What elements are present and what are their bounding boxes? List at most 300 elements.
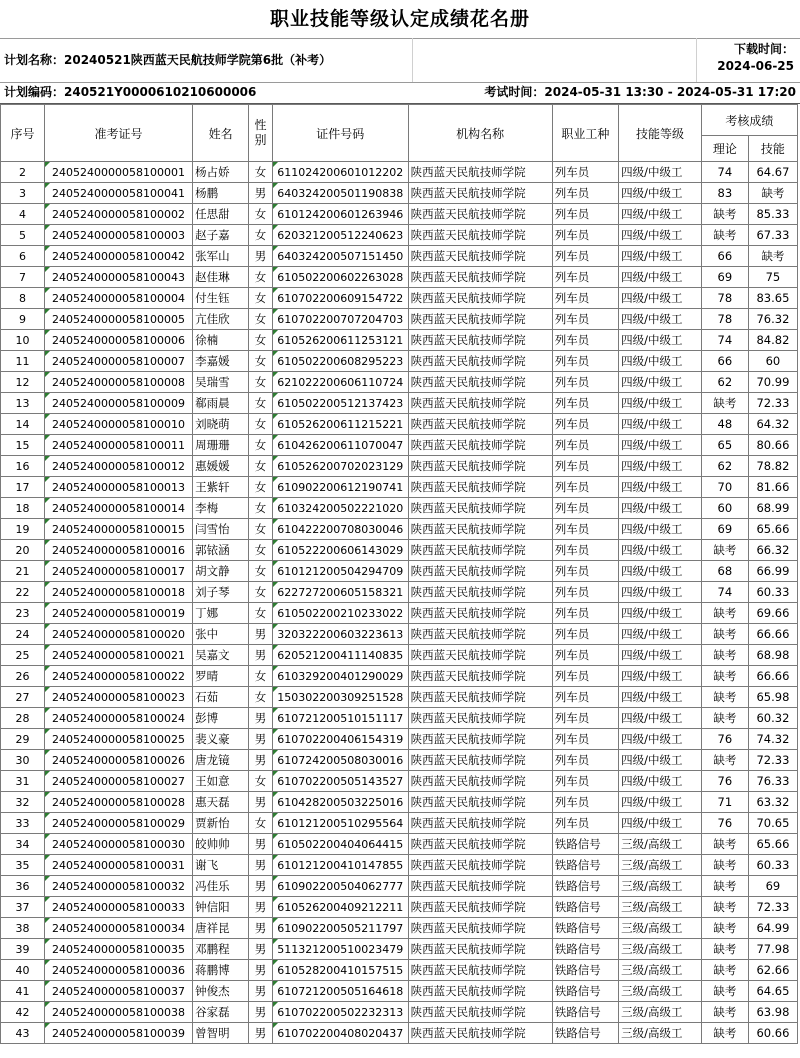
cell-name: 吴嘉文 (193, 645, 249, 666)
cell-id: 320322200603223613 (272, 624, 408, 645)
cell-theory: 缺考 (701, 624, 748, 645)
cell-job: 列车员 (552, 813, 618, 834)
cell-name: 王如意 (193, 771, 249, 792)
cell-gender: 女 (249, 477, 273, 498)
cell-skill: 62.66 (748, 960, 797, 981)
cell-seq: 39 (1, 939, 45, 960)
cell-skill: 缺考 (748, 246, 797, 267)
cell-ticket: 2405240000058100029 (44, 813, 192, 834)
cell-ticket: 2405240000058100020 (44, 624, 192, 645)
cell-org: 陕西蓝天民航技师学院 (408, 414, 552, 435)
cell-theory: 缺考 (701, 645, 748, 666)
cell-job: 列车员 (552, 393, 618, 414)
cell-level: 四级/中级工 (619, 519, 702, 540)
cell-level: 四级/中级工 (619, 561, 702, 582)
cell-ticket: 2405240000058100016 (44, 540, 192, 561)
cell-ticket: 2405240000058100027 (44, 771, 192, 792)
cell-job: 列车员 (552, 645, 618, 666)
cell-level: 三级/高级工 (619, 855, 702, 876)
cell-id: 511321200510023479 (272, 939, 408, 960)
cell-id: 610502200602263028 (272, 267, 408, 288)
cell-level: 四级/中级工 (619, 267, 702, 288)
cell-name: 郗雨晨 (193, 393, 249, 414)
plan-code-row (0, 82, 800, 104)
cell-job: 列车员 (552, 225, 618, 246)
plan-info-row (0, 38, 800, 83)
cell-org: 陕西蓝天民航技师学院 (408, 309, 552, 330)
cell-skill: 85.33 (748, 204, 797, 225)
cell-ticket: 2405240000058100026 (44, 750, 192, 771)
cell-name: 赵佳琳 (193, 267, 249, 288)
header-row (1, 105, 798, 136)
table-row (1, 1002, 798, 1023)
cell-skill: 70.65 (748, 813, 797, 834)
table-row (1, 393, 798, 414)
cell-gender: 男 (249, 1002, 273, 1023)
cell-skill: 60.66 (748, 1023, 797, 1044)
cell-seq: 28 (1, 708, 45, 729)
table-body (1, 162, 798, 1044)
cell-id: 610724200508030016 (272, 750, 408, 771)
cell-id: 610721200510151117 (272, 708, 408, 729)
cell-org: 陕西蓝天民航技师学院 (408, 162, 552, 183)
table-row (1, 246, 798, 267)
cell-seq: 17 (1, 477, 45, 498)
cell-level: 四级/中级工 (619, 708, 702, 729)
score-table (0, 104, 798, 1044)
cell-name: 惠媛媛 (193, 456, 249, 477)
cell-gender: 女 (249, 414, 273, 435)
cell-job: 列车员 (552, 792, 618, 813)
cell-seq: 33 (1, 813, 45, 834)
cell-ticket: 2405240000058100001 (44, 162, 192, 183)
cell-job: 铁路信号 (552, 939, 618, 960)
table-row (1, 708, 798, 729)
cell-job: 铁路信号 (552, 960, 618, 981)
cell-gender: 男 (249, 876, 273, 897)
cell-theory: 缺考 (701, 834, 748, 855)
cell-ticket: 2405240000058100043 (44, 267, 192, 288)
cell-skill: 60.33 (748, 582, 797, 603)
cell-skill: 65.66 (748, 519, 797, 540)
cell-gender: 男 (249, 1023, 273, 1044)
cell-theory: 缺考 (701, 708, 748, 729)
cell-theory: 66 (701, 246, 748, 267)
cell-theory: 缺考 (701, 939, 748, 960)
cell-id: 610502200512137423 (272, 393, 408, 414)
cell-level: 四级/中级工 (619, 225, 702, 246)
cell-name: 冯佳乐 (193, 876, 249, 897)
cell-id: 610526200611253121 (272, 330, 408, 351)
cell-job: 列车员 (552, 309, 618, 330)
cell-seq: 24 (1, 624, 45, 645)
cell-seq: 18 (1, 498, 45, 519)
cell-job: 列车员 (552, 246, 618, 267)
cell-org: 陕西蓝天民航技师学院 (408, 666, 552, 687)
cell-skill: 68.98 (748, 645, 797, 666)
cell-level: 四级/中级工 (619, 393, 702, 414)
cell-org: 陕西蓝天民航技师学院 (408, 477, 552, 498)
cell-skill: 64.65 (748, 981, 797, 1002)
cell-gender: 男 (249, 834, 273, 855)
cell-job: 列车员 (552, 435, 618, 456)
cell-seq: 40 (1, 960, 45, 981)
cell-seq: 15 (1, 435, 45, 456)
cell-level: 四级/中级工 (619, 603, 702, 624)
cell-skill: 60 (748, 351, 797, 372)
cell-ticket: 2405240000058100033 (44, 897, 192, 918)
cell-theory: 缺考 (701, 687, 748, 708)
cell-seq: 35 (1, 855, 45, 876)
cell-theory: 缺考 (701, 603, 748, 624)
cell-ticket: 2405240000058100021 (44, 645, 192, 666)
cell-ticket: 2405240000058100003 (44, 225, 192, 246)
cell-theory: 76 (701, 813, 748, 834)
cell-skill: 63.32 (748, 792, 797, 813)
cell-job: 列车员 (552, 624, 618, 645)
table-row (1, 183, 798, 204)
cell-skill: 78.82 (748, 456, 797, 477)
cell-gender: 男 (249, 981, 273, 1002)
table-row (1, 288, 798, 309)
cell-gender: 女 (249, 498, 273, 519)
cell-org: 陕西蓝天民航技师学院 (408, 519, 552, 540)
cell-theory: 68 (701, 561, 748, 582)
cell-org: 陕西蓝天民航技师学院 (408, 708, 552, 729)
cell-skill: 72.33 (748, 393, 797, 414)
cell-id: 610422200708030046 (272, 519, 408, 540)
cell-seq: 8 (1, 288, 45, 309)
cell-seq: 16 (1, 456, 45, 477)
cell-skill: 76.33 (748, 771, 797, 792)
cell-theory: 缺考 (701, 876, 748, 897)
cell-name: 惠天磊 (193, 792, 249, 813)
cell-skill: 66.99 (748, 561, 797, 582)
cell-level: 四级/中级工 (619, 183, 702, 204)
cell-job: 列车员 (552, 498, 618, 519)
cell-gender: 男 (249, 792, 273, 813)
table-row (1, 960, 798, 981)
cell-org: 陕西蓝天民航技师学院 (408, 981, 552, 1002)
table-row (1, 435, 798, 456)
cell-ticket: 2405240000058100008 (44, 372, 192, 393)
cell-ticket: 2405240000058100017 (44, 561, 192, 582)
cell-ticket: 2405240000058100002 (44, 204, 192, 225)
cell-seq: 41 (1, 981, 45, 1002)
cell-theory: 78 (701, 309, 748, 330)
cell-skill: 81.66 (748, 477, 797, 498)
cell-name: 唐龙镜 (193, 750, 249, 771)
table-row (1, 624, 798, 645)
cell-name: 郭铱涵 (193, 540, 249, 561)
cell-name: 彭博 (193, 708, 249, 729)
cell-id: 610721200505164618 (272, 981, 408, 1002)
cell-theory: 83 (701, 183, 748, 204)
cell-theory: 缺考 (701, 855, 748, 876)
cell-org: 陕西蓝天民航技师学院 (408, 939, 552, 960)
cell-id: 610528200410157515 (272, 960, 408, 981)
table-row (1, 792, 798, 813)
cell-org: 陕西蓝天民航技师学院 (408, 267, 552, 288)
cell-id: 611024200601012202 (272, 162, 408, 183)
cell-id: 610702200406154319 (272, 729, 408, 750)
cell-name: 钟信阳 (193, 897, 249, 918)
cell-org: 陕西蓝天民航技师学院 (408, 1002, 552, 1023)
cell-org: 陕西蓝天民航技师学院 (408, 624, 552, 645)
cell-job: 列车员 (552, 771, 618, 792)
cell-gender: 女 (249, 561, 273, 582)
cell-name: 吴瑞雪 (193, 372, 249, 393)
cell-level: 三级/高级工 (619, 834, 702, 855)
cell-seq: 10 (1, 330, 45, 351)
cell-gender: 男 (249, 750, 273, 771)
cell-theory: 66 (701, 351, 748, 372)
cell-theory: 69 (701, 267, 748, 288)
cell-gender: 男 (249, 624, 273, 645)
cell-org: 陕西蓝天民航技师学院 (408, 204, 552, 225)
cell-seq: 27 (1, 687, 45, 708)
table-row (1, 666, 798, 687)
cell-job: 列车员 (552, 288, 618, 309)
cell-job: 列车员 (552, 519, 618, 540)
cell-level: 四级/中级工 (619, 309, 702, 330)
cell-ticket: 2405240000058100023 (44, 687, 192, 708)
table-row (1, 1023, 798, 1044)
cell-name: 杨占娇 (193, 162, 249, 183)
cell-ticket: 2405240000058100042 (44, 246, 192, 267)
cell-seq: 3 (1, 183, 45, 204)
cell-seq: 21 (1, 561, 45, 582)
cell-theory: 76 (701, 729, 748, 750)
cell-org: 陕西蓝天民航技师学院 (408, 435, 552, 456)
cell-ticket: 2405240000058100004 (44, 288, 192, 309)
cell-id: 150302200309251528 (272, 687, 408, 708)
cell-id: 610902200612190741 (272, 477, 408, 498)
cell-skill: 67.33 (748, 225, 797, 246)
cell-name: 张军山 (193, 246, 249, 267)
header-job: 职业工种 (552, 105, 618, 162)
cell-theory: 76 (701, 771, 748, 792)
cell-name: 贾新怡 (193, 813, 249, 834)
cell-seq: 4 (1, 204, 45, 225)
table-row (1, 750, 798, 771)
cell-level: 四级/中级工 (619, 750, 702, 771)
cell-name: 周珊珊 (193, 435, 249, 456)
cell-ticket: 2405240000058100022 (44, 666, 192, 687)
cell-seq: 12 (1, 372, 45, 393)
cell-id: 610702200505143527 (272, 771, 408, 792)
cell-seq: 6 (1, 246, 45, 267)
cell-divider (412, 38, 413, 82)
cell-theory: 缺考 (701, 1002, 748, 1023)
cell-theory: 缺考 (701, 981, 748, 1002)
cell-theory: 70 (701, 477, 748, 498)
cell-seq: 26 (1, 666, 45, 687)
cell-theory: 缺考 (701, 393, 748, 414)
cell-job: 铁路信号 (552, 1002, 618, 1023)
cell-gender: 女 (249, 351, 273, 372)
cell-level: 四级/中级工 (619, 771, 702, 792)
cell-org: 陕西蓝天民航技师学院 (408, 183, 552, 204)
cell-gender: 女 (249, 225, 273, 246)
header-id: 证件号码 (272, 105, 408, 162)
cell-name: 赵子嘉 (193, 225, 249, 246)
plan-name: 计划名称：20240521陕西蓝天民航技师学院第6批（补考） (4, 53, 332, 67)
cell-id: 610526200702023129 (272, 456, 408, 477)
cell-id: 621022200606110724 (272, 372, 408, 393)
cell-org: 陕西蓝天民航技师学院 (408, 561, 552, 582)
cell-job: 列车员 (552, 666, 618, 687)
cell-skill: 66.66 (748, 624, 797, 645)
cell-id: 610526200611215221 (272, 414, 408, 435)
cell-job: 铁路信号 (552, 834, 618, 855)
cell-job: 列车员 (552, 477, 618, 498)
cell-job: 铁路信号 (552, 855, 618, 876)
table-row (1, 162, 798, 183)
cell-org: 陕西蓝天民航技师学院 (408, 729, 552, 750)
cell-ticket: 2405240000058100014 (44, 498, 192, 519)
cell-level: 四级/中级工 (619, 288, 702, 309)
cell-org: 陕西蓝天民航技师学院 (408, 687, 552, 708)
cell-seq: 2 (1, 162, 45, 183)
cell-skill: 74.32 (748, 729, 797, 750)
cell-ticket: 2405240000058100028 (44, 792, 192, 813)
cell-gender: 女 (249, 372, 273, 393)
cell-ticket: 2405240000058100037 (44, 981, 192, 1002)
cell-gender: 女 (249, 519, 273, 540)
table-row (1, 351, 798, 372)
cell-level: 四级/中级工 (619, 414, 702, 435)
header-seq: 序号 (1, 105, 45, 162)
cell-org: 陕西蓝天民航技师学院 (408, 813, 552, 834)
cell-name: 罗晴 (193, 666, 249, 687)
cell-job: 列车员 (552, 162, 618, 183)
cell-gender: 女 (249, 393, 273, 414)
cell-ticket: 2405240000058100025 (44, 729, 192, 750)
cell-theory: 74 (701, 582, 748, 603)
cell-id: 610502200210233022 (272, 603, 408, 624)
cell-theory: 69 (701, 519, 748, 540)
header-org: 机构名称 (408, 105, 552, 162)
table-row (1, 918, 798, 939)
header-name: 姓名 (193, 105, 249, 162)
sheet-title: 职业技能等级认定成绩花名册 (0, 0, 800, 39)
cell-id: 622727200605158321 (272, 582, 408, 603)
cell-gender: 女 (249, 813, 273, 834)
cell-skill: 84.82 (748, 330, 797, 351)
cell-name: 刘晓萌 (193, 414, 249, 435)
cell-name: 裴义豪 (193, 729, 249, 750)
table-row (1, 456, 798, 477)
cell-level: 三级/高级工 (619, 1002, 702, 1023)
cell-org: 陕西蓝天民航技师学院 (408, 855, 552, 876)
cell-job: 列车员 (552, 582, 618, 603)
cell-seq: 19 (1, 519, 45, 540)
cell-seq: 43 (1, 1023, 45, 1044)
cell-skill: 63.98 (748, 1002, 797, 1023)
cell-level: 四级/中级工 (619, 792, 702, 813)
cell-theory: 缺考 (701, 204, 748, 225)
cell-org: 陕西蓝天民航技师学院 (408, 876, 552, 897)
cell-skill: 77.98 (748, 939, 797, 960)
table-row (1, 687, 798, 708)
cell-id: 620521200411140835 (272, 645, 408, 666)
header-gender: 性别 (249, 105, 273, 162)
cell-gender: 男 (249, 855, 273, 876)
cell-ticket: 2405240000058100030 (44, 834, 192, 855)
cell-org: 陕西蓝天民航技师学院 (408, 834, 552, 855)
cell-name: 石茹 (193, 687, 249, 708)
cell-skill: 60.33 (748, 855, 797, 876)
cell-level: 四级/中级工 (619, 330, 702, 351)
cell-ticket: 2405240000058100006 (44, 330, 192, 351)
table-row (1, 645, 798, 666)
cell-ticket: 2405240000058100005 (44, 309, 192, 330)
cell-theory: 60 (701, 498, 748, 519)
table-row (1, 876, 798, 897)
cell-job: 列车员 (552, 561, 618, 582)
table-row (1, 897, 798, 918)
cell-org: 陕西蓝天民航技师学院 (408, 897, 552, 918)
cell-job: 铁路信号 (552, 981, 618, 1002)
cell-org: 陕西蓝天民航技师学院 (408, 540, 552, 561)
cell-gender: 女 (249, 288, 273, 309)
cell-job: 铁路信号 (552, 897, 618, 918)
cell-gender: 女 (249, 204, 273, 225)
cell-seq: 25 (1, 645, 45, 666)
cell-ticket: 2405240000058100018 (44, 582, 192, 603)
cell-level: 四级/中级工 (619, 540, 702, 561)
cell-theory: 缺考 (701, 960, 748, 981)
cell-job: 列车员 (552, 183, 618, 204)
cell-ticket: 2405240000058100013 (44, 477, 192, 498)
cell-level: 三级/高级工 (619, 939, 702, 960)
cell-level: 四级/中级工 (619, 645, 702, 666)
cell-theory: 65 (701, 435, 748, 456)
cell-divider (696, 38, 697, 82)
cell-org: 陕西蓝天民航技师学院 (408, 288, 552, 309)
cell-name: 闫雪怡 (193, 519, 249, 540)
cell-job: 列车员 (552, 267, 618, 288)
cell-job: 列车员 (552, 729, 618, 750)
cell-theory: 78 (701, 288, 748, 309)
cell-gender: 男 (249, 918, 273, 939)
cell-id: 610121200410147855 (272, 855, 408, 876)
cell-name: 钟俊杰 (193, 981, 249, 1002)
cell-skill: 64.32 (748, 414, 797, 435)
cell-ticket: 2405240000058100034 (44, 918, 192, 939)
table-row (1, 267, 798, 288)
cell-seq: 22 (1, 582, 45, 603)
cell-level: 三级/高级工 (619, 918, 702, 939)
cell-id: 610526200409212211 (272, 897, 408, 918)
cell-name: 徐楠 (193, 330, 249, 351)
cell-gender: 女 (249, 687, 273, 708)
cell-org: 陕西蓝天民航技师学院 (408, 582, 552, 603)
cell-id: 620321200512240623 (272, 225, 408, 246)
table-row (1, 603, 798, 624)
cell-ticket: 2405240000058100031 (44, 855, 192, 876)
cell-level: 三级/高级工 (619, 981, 702, 1002)
cell-level: 三级/高级工 (619, 1023, 702, 1044)
cell-gender: 男 (249, 729, 273, 750)
cell-skill: 65.98 (748, 687, 797, 708)
table-row (1, 372, 798, 393)
cell-theory: 缺考 (701, 918, 748, 939)
cell-name: 李梅 (193, 498, 249, 519)
cell-skill: 80.66 (748, 435, 797, 456)
cell-theory: 缺考 (701, 225, 748, 246)
